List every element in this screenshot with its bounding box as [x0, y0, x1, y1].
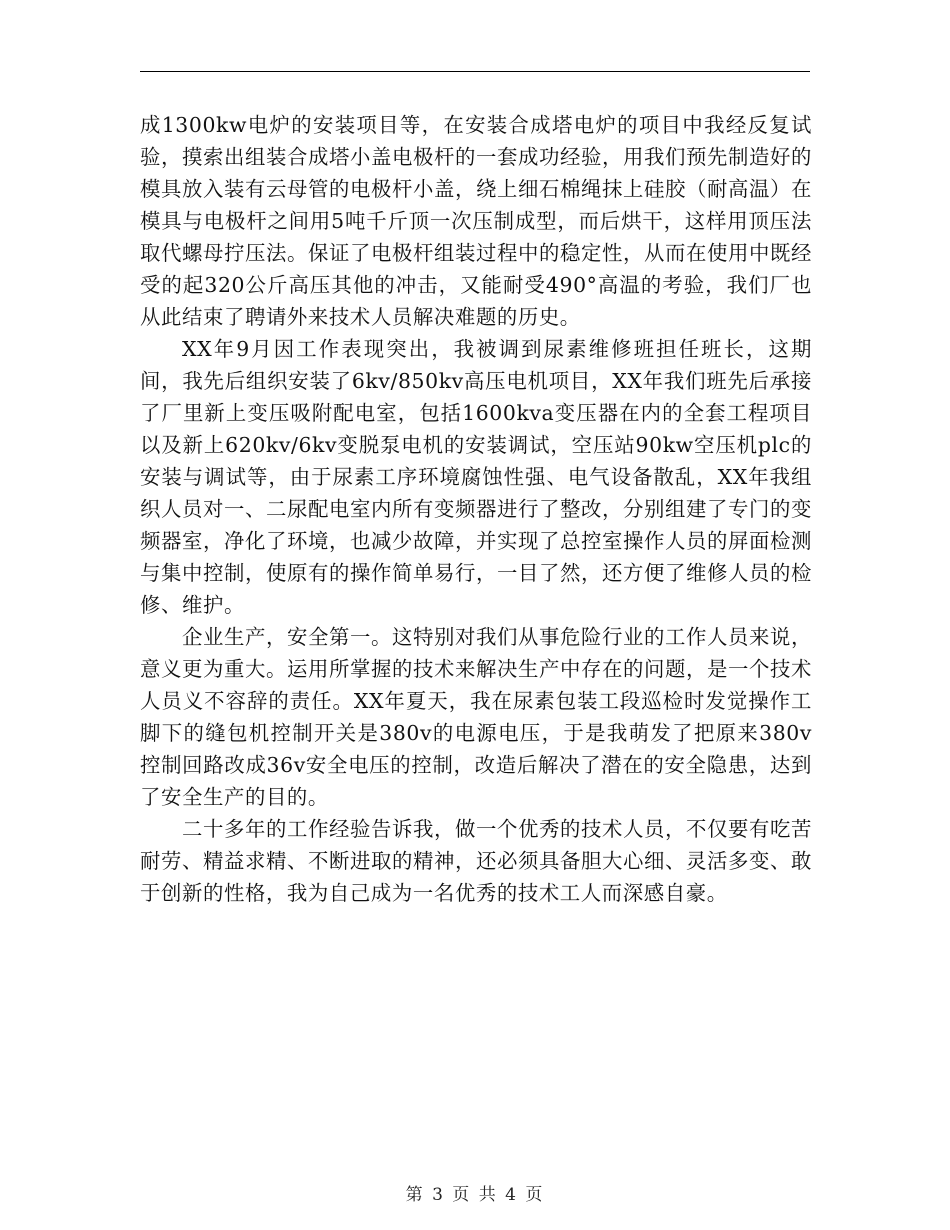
paragraph-safety: 企业生产，安全第一。这特别对我们从事危险行业的工作人员来说，意义更为重大。运用所掌握的技术来解决生产中存在的问题，是一个技术人员义不容辞的责任。XX年夏天，我在尿素包装工段巡检时发觉操作工脚下的缝包机控制开关是380v的电源电压，于是我萌发了把原来380v控制回路改成36v安全电压的控制，改造后解决了潜在的安全隐患，达到了安全生产的目的。	[140, 625, 812, 809]
page-number: 第 3 页 共 4 页	[405, 1185, 545, 1205]
paragraph-maintenance-team: XX年9月因工作表现突出，我被调到尿素维修班担任班长，这期间，我先后组织安装了6kv/850kv高压电机项目，XX年我们班先后承接了厂里新上变压吸附配电室，包括1600kva变压器在内的全套工程项目以及新上620kv/6kv变脱泵电机的安装调试，空压站90kw空压机plc的安装与调试等，由于尿素工序环境腐蚀性强、电气设备散乱，XX年我组织人员对一、二尿配电室内所有变频器进行了整改，分别组建了专门的变频器室，净化了环境，也减少故障，并实现了总控室操作人员的屏面检测与集中控制，使原有的操作简单易行，一目了然，还方便了维修人员的检修、维护。	[140, 337, 812, 617]
paragraph-conclusion: 二十多年的工作经验告诉我，做一个优秀的技术人员，不仅要有吃苦耐劳、精益求精、不断进取的精神，还必须具备胆大心细、灵活多变、敢于创新的性格，我为自己成为一名优秀的技术工人而深感自豪。	[140, 817, 812, 905]
paragraph-continued: 成1300kw电炉的安装项目等，在安装合成塔电炉的项目中我经反复试验，摸索出组装合成塔小盖电极杆的一套成功经验，用我们预先制造好的模具放入装有云母管的电极杆小盖，绕上细石棉绳抹上硅胶（耐高温）在模具与电极杆之间用5吨千斤顶一次压制成型，而后烘干，这样用顶压法取代螺母拧压法。保证了电极杆组装过程中的稳定性，从而在使用中既经受的起320公斤高压其他的冲击，又能耐受490°高温的考验，我们厂也从此结束了聘请外来技术人员解决难题的历史。	[140, 113, 812, 329]
header-rule	[140, 71, 810, 72]
body-text	[140, 109, 812, 909]
